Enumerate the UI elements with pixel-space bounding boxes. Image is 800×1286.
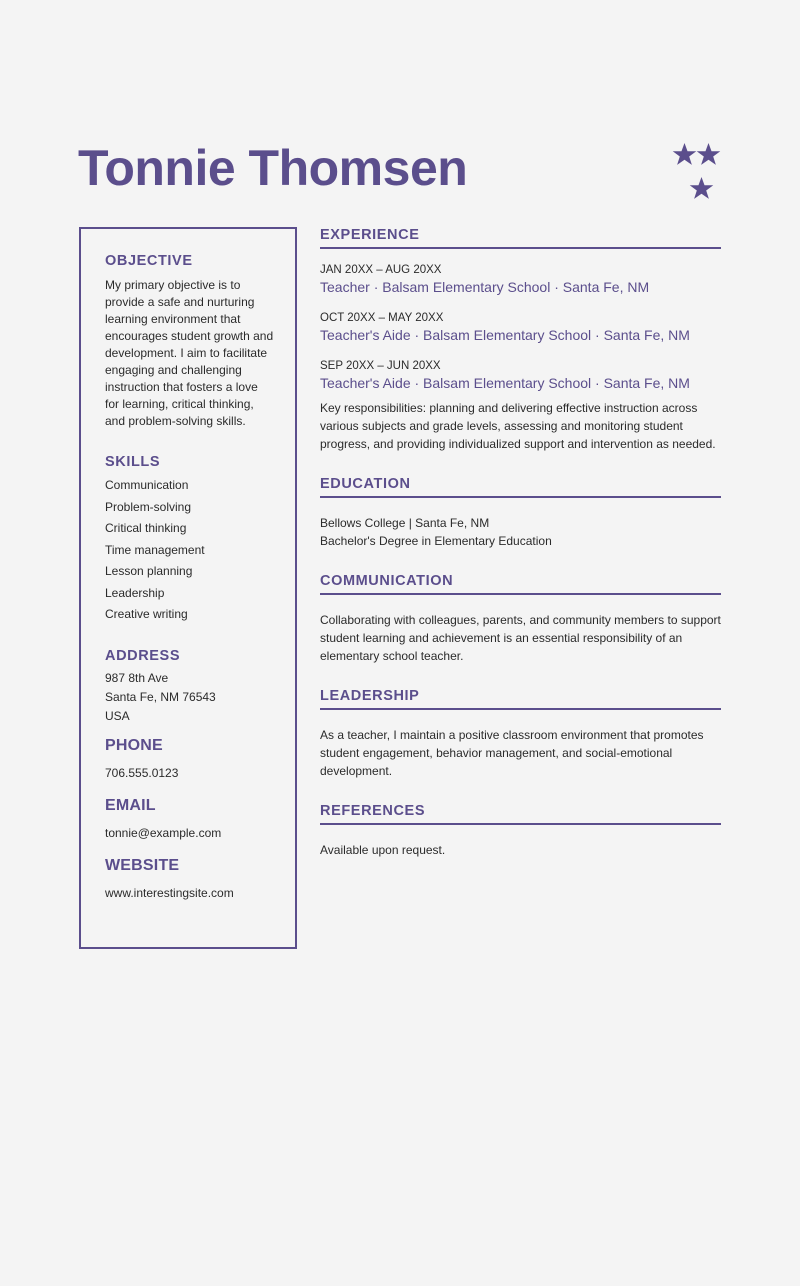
job-title: Teacher's Aide · Balsam Elementary School · Santa Fe, NM (320, 375, 690, 391)
star-icon (689, 176, 714, 201)
skill-item: Creative writing (105, 607, 188, 621)
experience-heading: EXPERIENCE (320, 227, 721, 249)
education-heading: EDUCATION (320, 476, 721, 498)
education-section (320, 476, 721, 550)
skill-item: Communication (105, 478, 189, 492)
education-degree: Bachelor's Degree in Elementary Education (320, 534, 552, 548)
stars-decoration (672, 142, 724, 204)
job-dates: JAN 20XX – AUG 20XX (320, 264, 442, 276)
address-heading: ADDRESS (105, 647, 181, 664)
website-value: www.interestingsite.com (105, 885, 234, 900)
objective-text: My primary objective is to provide a safe and nurturing learning environment that encourages student growth and development. I aim to facilitate engaging and challenging instruction that fosters a love for learning, critical thinking, and problem-solving skills. (105, 278, 274, 428)
skill-item: Lesson planning (105, 564, 193, 578)
main-content (320, 227, 721, 859)
phone-heading: PHONE (105, 736, 163, 754)
resume-name: Tonnie Thomsen (78, 140, 468, 196)
objective-section (105, 253, 275, 430)
leadership-heading: LEADERSHIP (320, 688, 721, 710)
job-title: Teacher's Aide · Balsam Elementary School · Santa Fe, NM (320, 327, 690, 343)
references-heading: REFERENCES (320, 803, 721, 825)
skill-item: Critical thinking (105, 521, 187, 535)
skill-item: Time management (105, 542, 205, 557)
address-line: 987 8th Ave (105, 670, 169, 685)
address-section (105, 648, 275, 726)
communication-text: Collaborating with colleagues, parents, and community members to support student learning and achievement is an essential responsibility of an elementary school teacher. (320, 613, 721, 663)
job-title: Teacher · Balsam Elementary School · Santa Fe, NM (320, 279, 650, 295)
skills-list (105, 475, 275, 626)
skills-section (105, 454, 275, 626)
leadership-text: As a teacher, I maintain a positive classroom environment that promotes student engagement, behavior management, and social-emotional development. (320, 728, 704, 778)
job-description: Key responsibilities: planning and delivering effective instruction across various subjects and grade levels, assessing and monitoring student progress, and providing individualized support and intervention as needed. (320, 401, 716, 451)
skill-item: Problem-solving (105, 499, 192, 514)
communication-section (320, 573, 721, 665)
leadership-section (320, 688, 721, 780)
sidebar (79, 227, 297, 949)
job-dates: SEP 20XX – JUN 20XX (320, 360, 441, 372)
website-section (105, 857, 275, 902)
job-entry (320, 263, 721, 297)
star-icon (696, 142, 721, 167)
objective-heading: OBJECTIVE (105, 253, 193, 269)
job-entry (320, 311, 721, 345)
phone-section (105, 737, 275, 782)
education-school: Bellows College | Santa Fe, NM (320, 516, 490, 530)
references-text: Available upon request. (320, 843, 446, 857)
experience-section (320, 227, 721, 453)
skills-heading: SKILLS (105, 454, 161, 470)
job-dates: OCT 20XX – MAY 20XX (320, 312, 444, 324)
email-heading: EMAIL (105, 796, 156, 814)
address-line: Santa Fe, NM 76543 (105, 689, 216, 704)
phone-value: 706.555.0123 (105, 765, 179, 780)
communication-heading: COMMUNICATION (320, 573, 721, 595)
email-section (105, 797, 275, 842)
email-value: tonnie@example.com (105, 825, 222, 840)
job-entry (320, 359, 721, 453)
skill-item: Leadership (105, 585, 165, 600)
star-icon (672, 142, 697, 167)
website-heading: WEBSITE (105, 856, 180, 874)
address-line: USA (105, 708, 130, 723)
references-section (320, 803, 721, 859)
